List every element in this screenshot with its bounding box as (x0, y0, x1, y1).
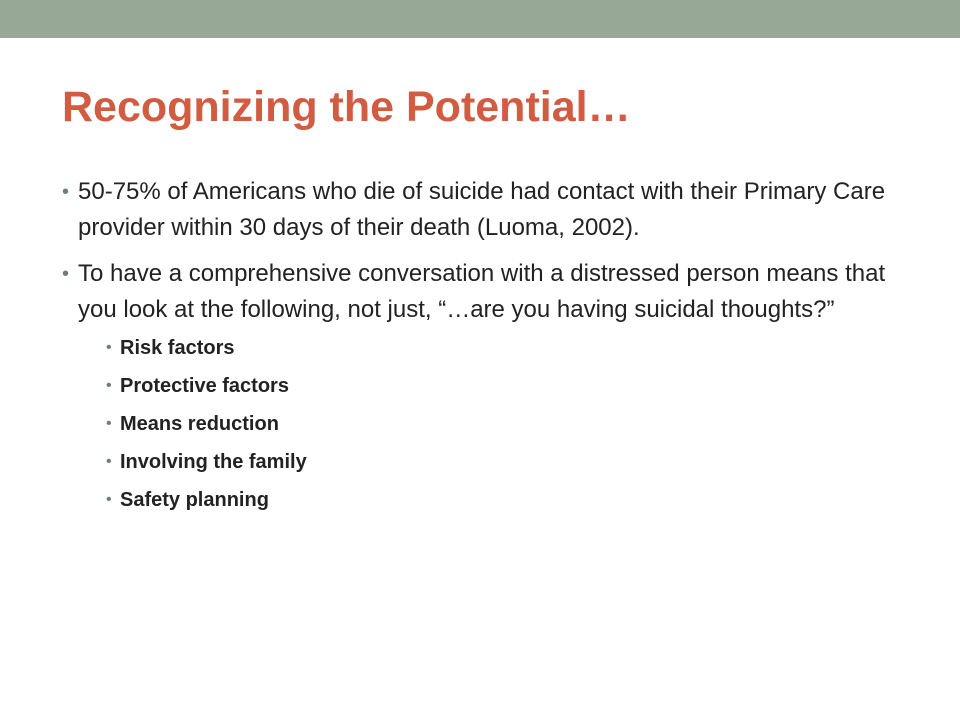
sub-bullet-text: Protective factors (120, 375, 289, 397)
bullet-list (62, 174, 892, 514)
slide-content (62, 174, 892, 524)
sub-bullet-text: Risk factors (120, 337, 235, 359)
sub-bullet-text: Means reduction (120, 413, 279, 435)
bullet-text: 50-75% of Americans who die of suicide had contact with their Primary Care provider within 30 days of their death (Luoma, 2002). (78, 178, 886, 241)
sub-bullet-item (106, 410, 892, 438)
bullet-item (62, 256, 892, 514)
sub-bullet-list (78, 334, 892, 514)
sub-bullet-item (106, 448, 892, 476)
sub-bullet-item (106, 486, 892, 514)
slide-top-bar (0, 0, 960, 38)
bullet-marker-icon: • (62, 263, 70, 285)
sub-bullet-marker-icon: • (106, 491, 112, 508)
bullet-item (62, 174, 892, 246)
sub-bullet-text: Involving the family (120, 451, 307, 473)
sub-bullet-item (106, 372, 892, 400)
sub-bullet-marker-icon: • (106, 339, 112, 356)
sub-bullet-marker-icon: • (106, 453, 112, 470)
sub-bullet-marker-icon: • (106, 415, 112, 432)
bullet-text: To have a comprehensive conversation with a distressed person means that you look at the following, not just, “…are you having suicidal thoughts?” (78, 260, 886, 323)
sub-bullet-marker-icon: • (106, 377, 112, 394)
slide-title: Recognizing the Potential… (62, 83, 631, 131)
sub-bullet-text: Safety planning (120, 489, 269, 511)
bullet-marker-icon: • (62, 181, 70, 203)
sub-bullet-item (106, 334, 892, 362)
